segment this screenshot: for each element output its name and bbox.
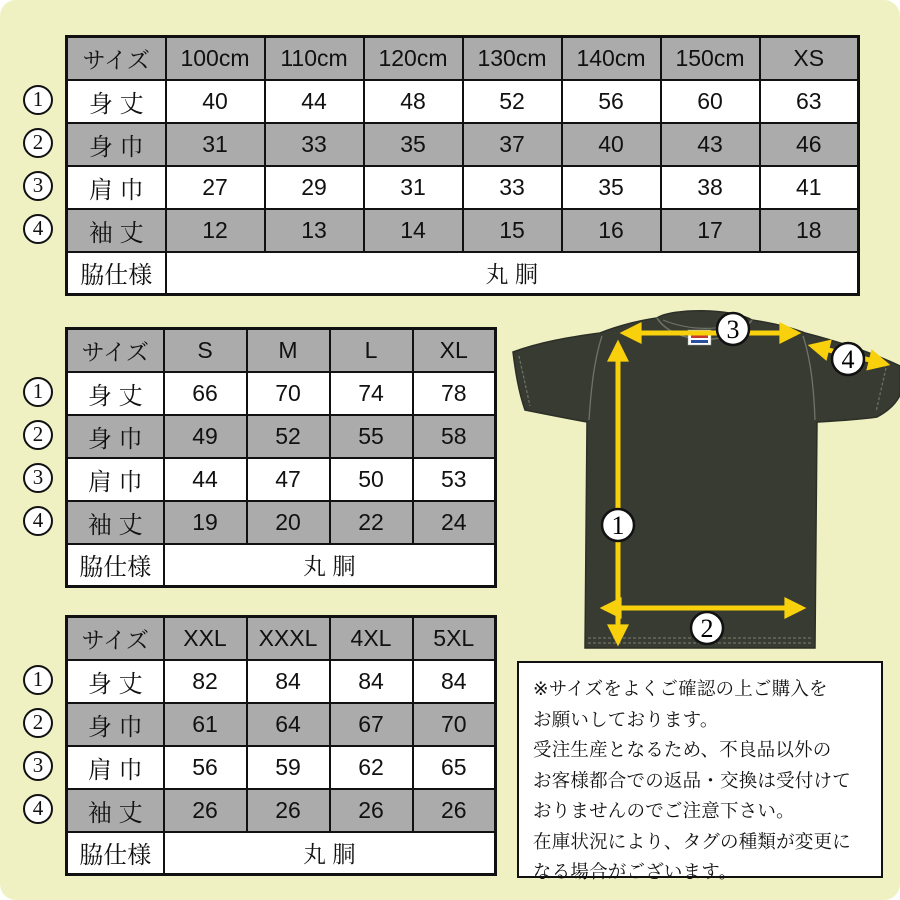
table-header-row xyxy=(67,617,496,660)
size-value: 18 xyxy=(760,209,859,252)
row-label: 身 巾 xyxy=(67,703,164,746)
size-value: 38 xyxy=(661,166,760,209)
row-marker-4: 4 xyxy=(23,506,53,536)
column-header: サイズ xyxy=(67,617,164,660)
size-value: 70 xyxy=(413,703,496,746)
size-value: 44 xyxy=(164,458,247,501)
size-value: 56 xyxy=(562,80,661,123)
table-row xyxy=(67,80,859,123)
row-label: 袖 丈 xyxy=(67,789,164,832)
notice-line: なる場合がございます。 xyxy=(533,861,738,882)
size-value: 55 xyxy=(330,415,413,458)
table-row xyxy=(67,789,496,832)
size-value: 70 xyxy=(247,372,330,415)
size-value: 33 xyxy=(463,166,562,209)
table-header-row xyxy=(67,37,859,80)
purchase-notice-box xyxy=(517,661,883,882)
notice-line: お客様都合での返品・交換は受付けて xyxy=(533,769,851,791)
table-row xyxy=(67,746,496,789)
size-value: 61 xyxy=(164,703,247,746)
size-value: 29 xyxy=(265,166,364,209)
size-value: 66 xyxy=(164,372,247,415)
size-value: 41 xyxy=(760,166,859,209)
row-label: 脇仕様 xyxy=(67,544,164,587)
size-value: 78 xyxy=(413,372,496,415)
notice-line: お願いしております。 xyxy=(533,708,719,730)
table-row xyxy=(67,703,496,746)
size-value: 63 xyxy=(760,80,859,123)
row-label: 脇仕様 xyxy=(67,832,164,875)
svg-text:1: 1 xyxy=(611,511,625,540)
table-row xyxy=(67,209,859,252)
row-marker-3: 3 xyxy=(23,751,53,781)
size-value: 64 xyxy=(247,703,330,746)
column-header: 140cm xyxy=(562,37,661,80)
size-value: 16 xyxy=(562,209,661,252)
row-label: 脇仕様 xyxy=(67,252,166,295)
size-value: 49 xyxy=(164,415,247,458)
svg-text:3: 3 xyxy=(726,315,740,344)
row-label: 肩 巾 xyxy=(67,746,164,789)
row-label: 身 丈 xyxy=(67,660,164,703)
column-header: L xyxy=(330,329,413,372)
row-marker-1: 1 xyxy=(23,85,53,115)
size-value: 84 xyxy=(247,660,330,703)
table-row xyxy=(67,458,496,501)
row-label: 身 丈 xyxy=(67,372,164,415)
row-label: 肩 巾 xyxy=(67,458,164,501)
row-label: 身 巾 xyxy=(67,415,164,458)
row-marker-4: 4 xyxy=(23,794,53,824)
table-footer-row xyxy=(67,832,496,875)
table-row xyxy=(67,166,859,209)
column-header: XL xyxy=(413,329,496,372)
column-header: M xyxy=(247,329,330,372)
column-header: サイズ xyxy=(67,329,164,372)
size-value: 82 xyxy=(164,660,247,703)
table-header-row xyxy=(67,329,496,372)
column-header: S xyxy=(164,329,247,372)
row-marker-2: 2 xyxy=(23,708,53,738)
size-table-adult xyxy=(65,327,497,588)
size-value: 48 xyxy=(364,80,463,123)
size-value: 40 xyxy=(562,123,661,166)
table-row xyxy=(67,123,859,166)
table-footer-row xyxy=(67,252,859,295)
size-value: 20 xyxy=(247,501,330,544)
size-value: 26 xyxy=(413,789,496,832)
size-value: 35 xyxy=(364,123,463,166)
size-value: 35 xyxy=(562,166,661,209)
size-value: 26 xyxy=(330,789,413,832)
svg-text:2: 2 xyxy=(700,614,714,643)
size-table-big xyxy=(65,615,497,876)
size-value: 47 xyxy=(247,458,330,501)
size-value: 31 xyxy=(166,123,265,166)
size-value: 46 xyxy=(760,123,859,166)
size-value: 60 xyxy=(661,80,760,123)
size-value: 52 xyxy=(247,415,330,458)
measure-marker-2 xyxy=(691,612,723,644)
size-value: 44 xyxy=(265,80,364,123)
table-row xyxy=(67,372,496,415)
size-value: 22 xyxy=(330,501,413,544)
measure-marker-1 xyxy=(602,509,634,541)
column-header: 120cm xyxy=(364,37,463,80)
measure-marker-4 xyxy=(832,343,864,375)
row-label: 袖 丈 xyxy=(67,501,164,544)
table-row xyxy=(67,660,496,703)
size-value: 26 xyxy=(164,789,247,832)
column-header: XXXL xyxy=(247,617,330,660)
size-value: 50 xyxy=(330,458,413,501)
size-value: 40 xyxy=(166,80,265,123)
row-marker-2: 2 xyxy=(23,420,53,450)
tshirt-measure-diagram xyxy=(500,298,900,658)
column-header: 130cm xyxy=(463,37,562,80)
row-label: 肩 巾 xyxy=(67,166,166,209)
column-header: 100cm xyxy=(166,37,265,80)
row-marker-1: 1 xyxy=(23,665,53,695)
side-spec-value: 丸 胴 xyxy=(166,252,859,295)
table-row xyxy=(67,501,496,544)
size-value: 12 xyxy=(166,209,265,252)
row-marker-3: 3 xyxy=(23,171,53,201)
size-value: 67 xyxy=(330,703,413,746)
size-value: 58 xyxy=(413,415,496,458)
row-marker-4: 4 xyxy=(23,214,53,244)
row-label: 袖 丈 xyxy=(67,209,166,252)
column-header: 4XL xyxy=(330,617,413,660)
size-value: 27 xyxy=(166,166,265,209)
size-value: 59 xyxy=(247,746,330,789)
size-value: 14 xyxy=(364,209,463,252)
side-spec-value: 丸 胴 xyxy=(164,544,496,587)
notice-line: おりませんのでご注意下さい。 xyxy=(533,800,795,821)
row-label: 身 丈 xyxy=(67,80,166,123)
size-value: 74 xyxy=(330,372,413,415)
column-header: 110cm xyxy=(265,37,364,80)
size-value: 56 xyxy=(164,746,247,789)
column-header: XXL xyxy=(164,617,247,660)
row-marker-2: 2 xyxy=(23,128,53,158)
size-value: 65 xyxy=(413,746,496,789)
svg-text:4: 4 xyxy=(841,345,855,374)
row-label: 身 巾 xyxy=(67,123,166,166)
size-value: 24 xyxy=(413,501,496,544)
size-table-kids xyxy=(65,35,860,296)
size-value: 37 xyxy=(463,123,562,166)
size-value: 33 xyxy=(265,123,364,166)
size-value: 31 xyxy=(364,166,463,209)
size-value: 62 xyxy=(330,746,413,789)
size-value: 13 xyxy=(265,209,364,252)
row-marker-1: 1 xyxy=(23,377,53,407)
size-value: 26 xyxy=(247,789,330,832)
column-header: サイズ xyxy=(67,37,166,80)
column-header: 5XL xyxy=(413,617,496,660)
notice-line: 受注生産となるため、不良品以外の xyxy=(533,739,832,760)
side-spec-value: 丸 胴 xyxy=(164,832,496,875)
measure-marker-3 xyxy=(717,313,749,345)
row-marker-3: 3 xyxy=(23,463,53,493)
size-value: 84 xyxy=(413,660,496,703)
size-value: 53 xyxy=(413,458,496,501)
size-value: 15 xyxy=(463,209,562,252)
size-value: 43 xyxy=(661,123,760,166)
table-footer-row xyxy=(67,544,496,587)
notice-line: 在庫状況により、タグの種類が変更に xyxy=(533,830,851,852)
size-value: 19 xyxy=(164,501,247,544)
size-value: 17 xyxy=(661,209,760,252)
notice-line: ※サイズをよくご確認の上ご購入を xyxy=(533,678,828,699)
size-value: 84 xyxy=(330,660,413,703)
column-header: 150cm xyxy=(661,37,760,80)
table-row xyxy=(67,415,496,458)
size-value: 52 xyxy=(463,80,562,123)
column-header: XS xyxy=(760,37,859,80)
